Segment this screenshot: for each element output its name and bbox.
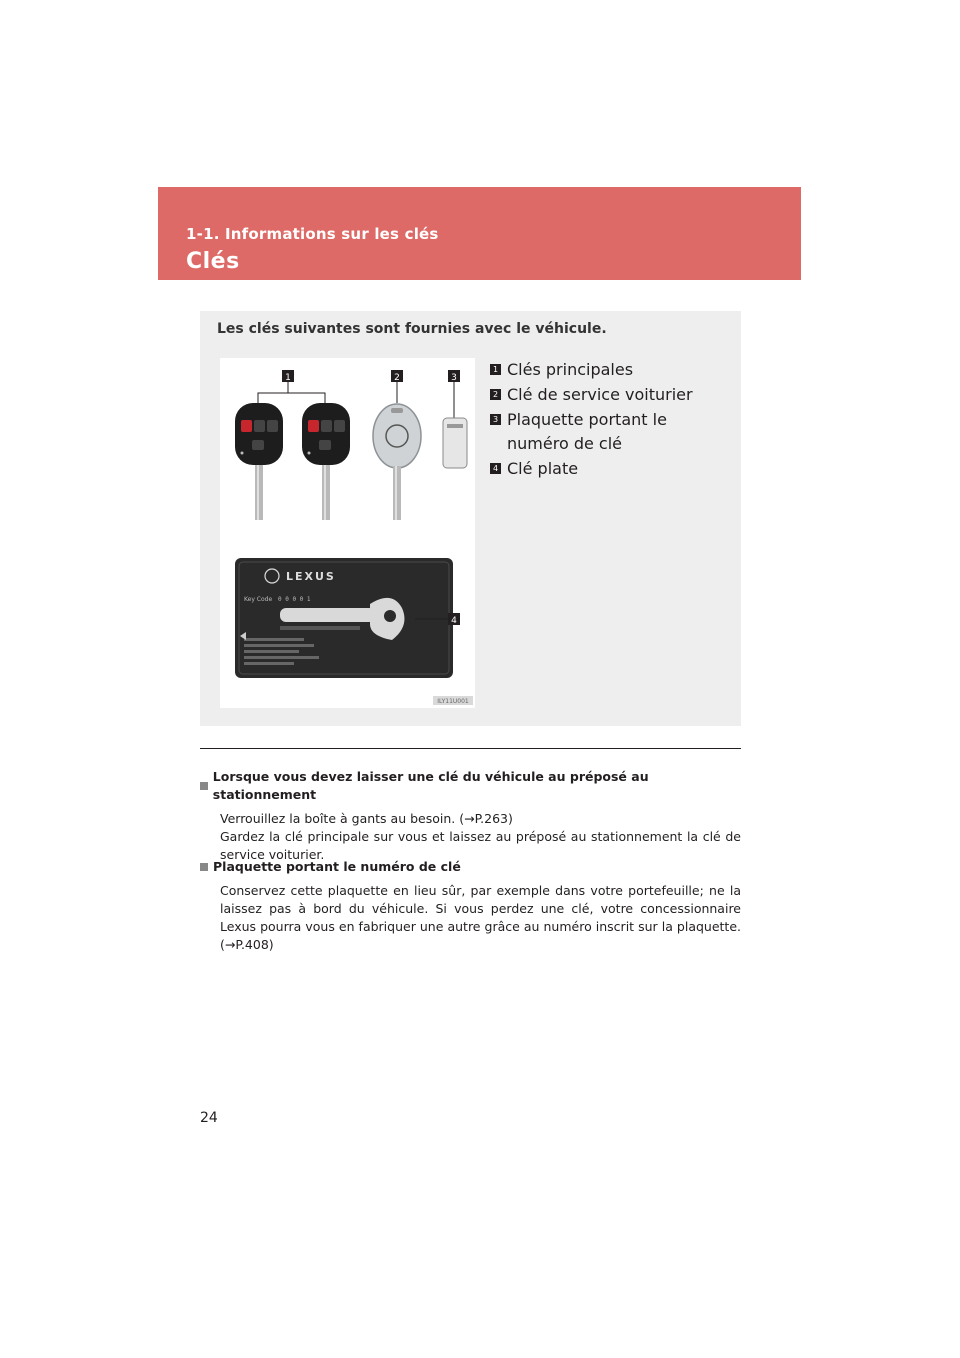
callout-number: 2 xyxy=(490,389,501,400)
key-number-plate xyxy=(443,418,467,468)
note-body xyxy=(200,882,741,954)
note-title xyxy=(200,858,741,876)
callout-item xyxy=(490,358,730,382)
callout-label: Clé plate xyxy=(507,459,579,478)
section-label: 1-1. Informations sur les clés xyxy=(186,225,439,243)
note-body xyxy=(200,810,741,864)
callout-number: 3 xyxy=(490,414,501,425)
keys-illustration xyxy=(220,358,475,708)
note-paragraph: Conservez cette plaquette en lieu sûr, par exemple dans votre portefeuille; ne la laissez pas à bord du véhicule. Si vous perdez une clé, votre concessionnaire Lexus pourra vous en fabriquer une autre grâce au numéro inscrit sur la plaquette. (→P.408) xyxy=(220,883,741,952)
callout-item xyxy=(490,408,730,456)
figure-code: ILY11U001 xyxy=(437,698,469,705)
figure-badge-3-num: 3 xyxy=(451,373,457,383)
master-key-1 xyxy=(235,403,283,520)
callout-label: Clés principales xyxy=(507,360,634,379)
valet-key xyxy=(373,404,421,520)
note-paragraph: Verrouillez la boîte à gants au besoin. (→P.263) xyxy=(220,811,513,826)
figure-badge-2-num: 2 xyxy=(394,373,400,383)
callout-item xyxy=(490,383,730,407)
page-number: 24 xyxy=(200,1110,218,1126)
header-band xyxy=(158,187,801,280)
note-title-text: Lorsque vous devez laisser une clé du véhicule au préposé au stationnement xyxy=(212,769,649,802)
note-title xyxy=(200,768,741,804)
intro-box xyxy=(200,311,741,726)
note-valet xyxy=(200,768,741,864)
card-key-code-label: Key Code xyxy=(244,596,273,603)
callout-item xyxy=(490,457,730,481)
callout-number: 4 xyxy=(490,463,501,474)
callout-list xyxy=(490,358,730,482)
figure-badge-1-num: 1 xyxy=(285,373,291,383)
callout-number: 1 xyxy=(490,364,501,375)
page-title: Clés xyxy=(186,249,240,274)
note-paragraph: Gardez la clé principale sur vous et laissez au préposé au stationnement la clé de service voiturier. xyxy=(220,829,741,862)
section-divider xyxy=(200,748,741,749)
keys-figure xyxy=(220,358,475,708)
intro-text: Les clés suivantes sont fournies avec le véhicule. xyxy=(217,321,607,337)
master-key-2 xyxy=(302,403,350,520)
card-brand-text: LEXUS xyxy=(286,570,336,583)
square-bullet-icon xyxy=(200,782,208,790)
note-title-text: Plaquette portant le numéro de clé xyxy=(213,859,461,874)
flat-key-card xyxy=(235,558,453,678)
figure-badge-4-num: 4 xyxy=(451,616,457,626)
card-key-code-value: 0 0 0 0 1 xyxy=(278,596,311,603)
note-key-plate xyxy=(200,858,741,954)
callout-label: Plaquette portant le numéro de clé xyxy=(507,410,667,453)
square-bullet-icon xyxy=(200,863,208,871)
callout-label: Clé de service voiturier xyxy=(507,385,693,404)
